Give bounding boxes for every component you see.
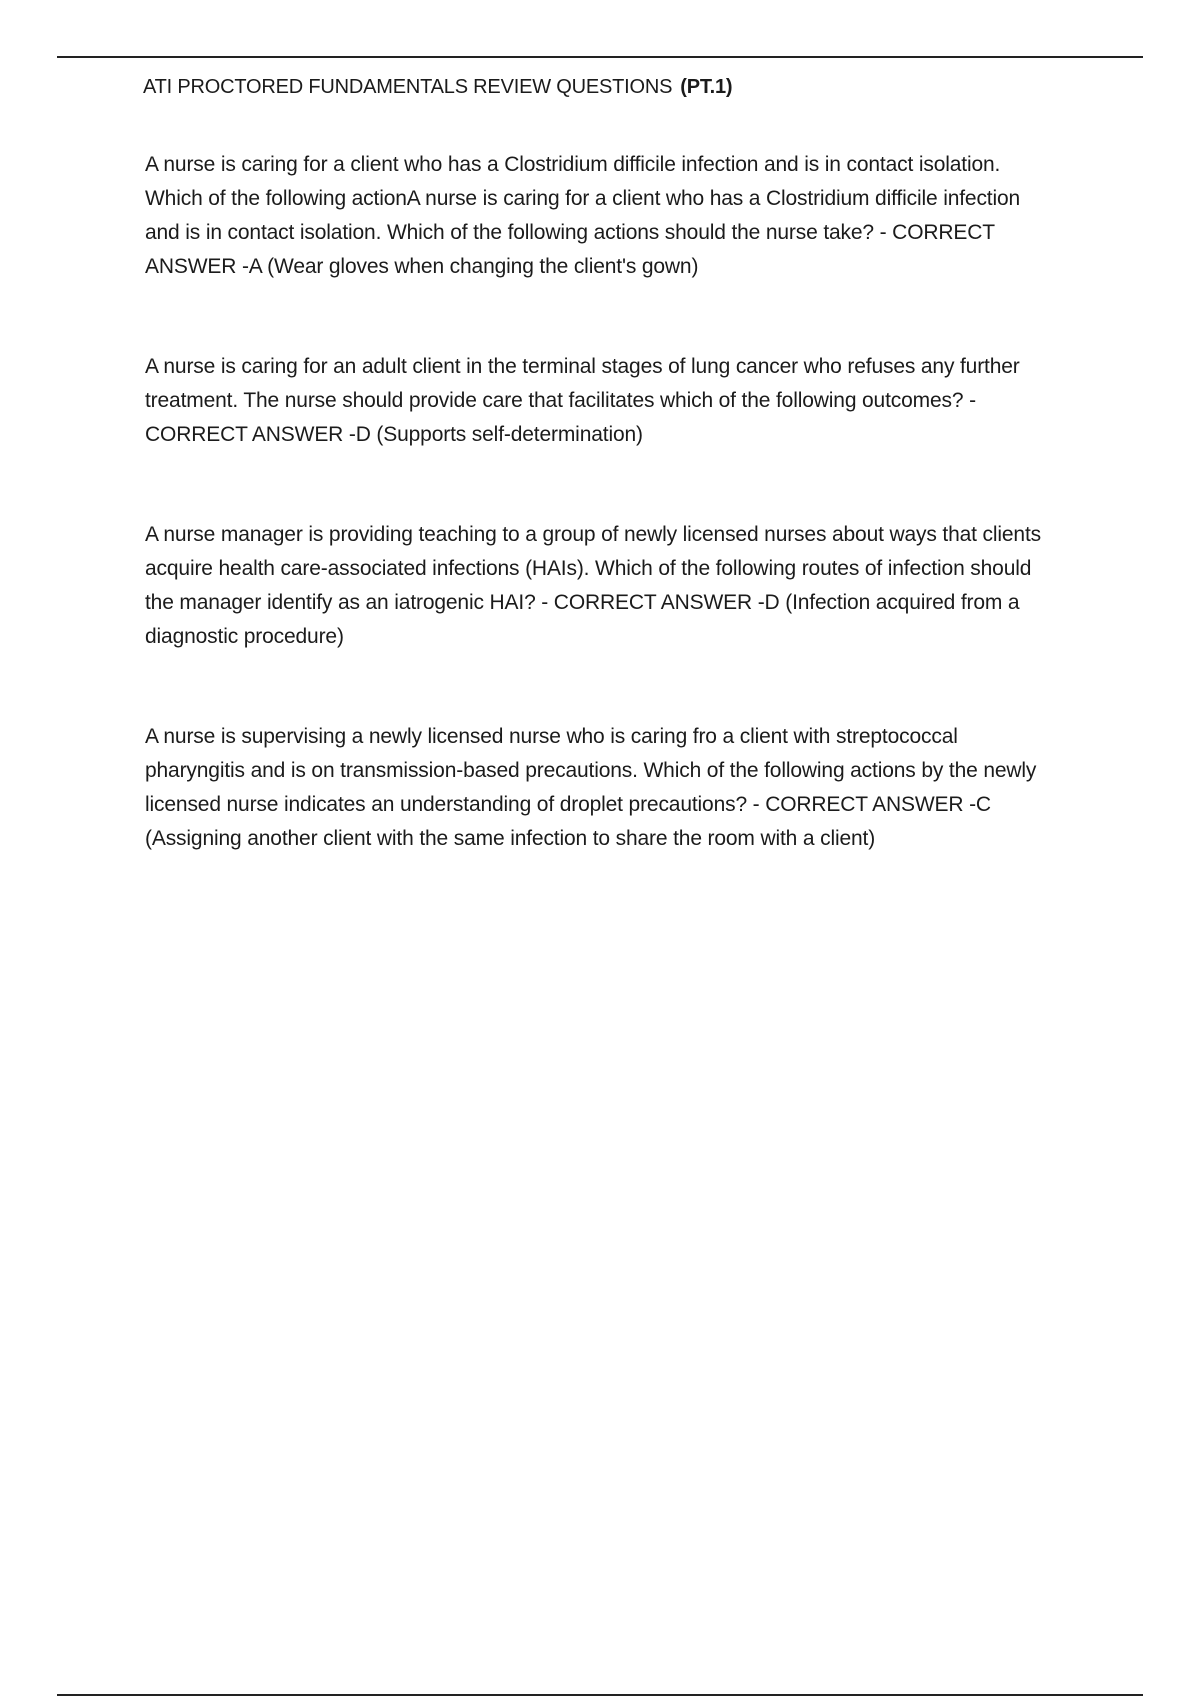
page-title-text: ATI PROCTORED FUNDAMENTALS REVIEW QUESTIONS xyxy=(143,76,673,98)
bottom-rule xyxy=(57,1694,1143,1696)
question-list xyxy=(145,148,1057,856)
page-title xyxy=(143,74,732,100)
page-title-suffix: (PT.1) xyxy=(680,76,733,98)
question-item-3: A nurse manager is providing teaching to a group of newly licensed nurses about ways that clients acquire health care-associated infections (HAIs). Which of the following routes of infection should the manager identify as an iatrogenic HAI? - CORRECT ANSWER -D (Infection acquired from a diagnostic procedure) xyxy=(145,523,1041,648)
top-rule xyxy=(57,56,1143,58)
question-item-4: A nurse is supervising a newly licensed nurse who is caring fro a client with streptococcal pharyngitis and is on transmission-based precautions. Which of the following actions by the newly licensed nurse indicates an understanding of droplet precautions? - CORRECT ANSWER -C (Assigning another client with the same infection to share the room with a client) xyxy=(145,725,1037,850)
question-item-2: A nurse is caring for an adult client in the terminal stages of lung cancer who refuses any further treatment. The nurse should provide care that facilitates which of the following outcomes? - CORRECT ANSWER -D (Supports self-determination) xyxy=(145,355,1020,446)
question-item-1: A nurse is caring for a client who has a Clostridium difficile infection and is in contact isolation. Which of the following actionA nurse is caring for a client who has a Clostridium difficile infection and is in contact isolation. Which of the following actions should the nurse take? - CORRECT ANSWER -A (Wear gloves when changing the client's gown) xyxy=(145,153,1021,278)
